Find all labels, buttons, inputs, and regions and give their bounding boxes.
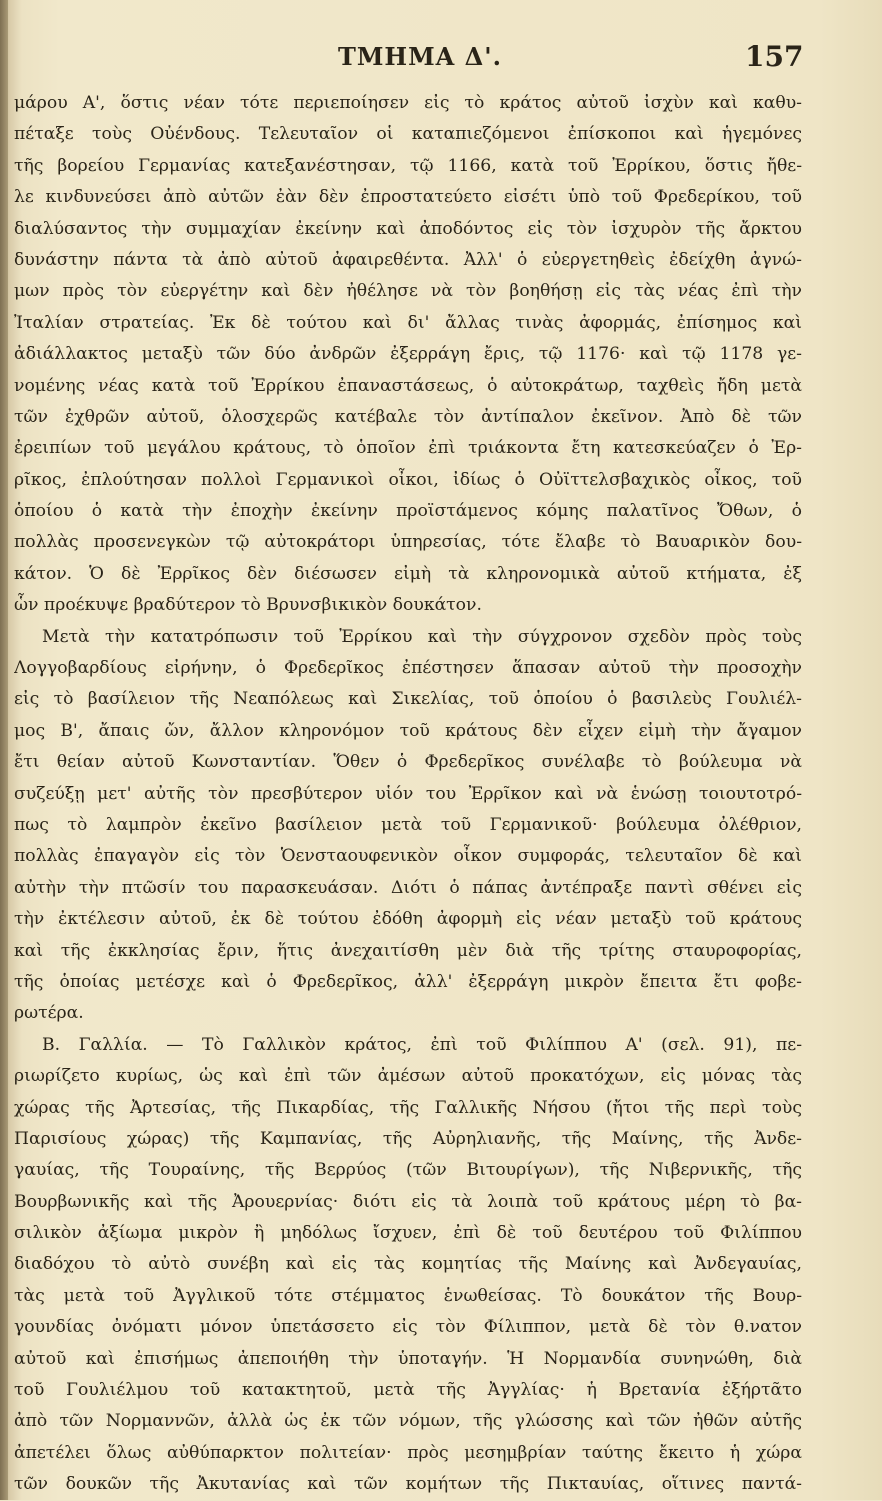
text-line: ὁποίου ὁ κατὰ τὴν ἐποχὴν ἐκείνην προϊστάμενος κόμης παλατῖνος Ὄθων, ὁ xyxy=(14,501,802,522)
text-line: μος Β', ἄπαις ὤν, ἄλλον κληρονόμον τοῦ κράτους δὲν εἶχεν εἰμὴ τὴν ἄγαμον xyxy=(14,720,802,741)
body-text xyxy=(14,88,802,1501)
text-line: δυνάστην πάντα τὰ ἀπὸ αὐτοῦ ἀφαιρεθέντα. Ἀλλ' ὁ εὐεργετηθεὶς ἐδείχθη ἀγνώ- xyxy=(14,249,802,270)
text-line: ἀπὸ τῶν Νορμαννῶν, ἀλλὰ ὡς ἐκ τῶν νόμων, τῆς γλώσσης καὶ τῶν ἠθῶν αὐτῆς xyxy=(14,1411,802,1432)
text-line: αὐτοῦ καὶ ἐπισήμως ἀπεποιήθη τὴν ὑποταγήν. Ἡ Νορμανδία συνηνώθη, διὰ xyxy=(14,1348,802,1369)
text-line: τὴν ἐκτέλεσιν αὐτοῦ, ἐκ δὲ τούτου ἐδόθη ἀφορμὴ εἰς νέαν μεταξὺ τοῦ κράτους xyxy=(14,909,802,930)
text-line: ρωτέρα. xyxy=(14,1003,84,1024)
section-title: ΤΜΗΜΑ Δ'. xyxy=(338,42,502,71)
text-line: Λογγοβαρδίους εἰρήνην, ὁ Φρεδερῖκος ἐπέστησεν ἅπασαν αὐτοῦ τὴν προσοχὴν xyxy=(14,658,802,679)
running-header xyxy=(0,40,882,80)
page-binding-edge xyxy=(0,0,8,1500)
text-line: τῶν ἐχθρῶν αὐτοῦ, ὁλοσχερῶς κατέβαλε τὸν ἀντίπαλον ἐκεῖνον. Ἀπὸ δὲ τῶν xyxy=(14,406,802,427)
text-line: ἀδιάλλακτος μεταξὺ τῶν δύο ἀνδρῶν ἐξερράγη ἔρις, τῷ 1176· καὶ τῷ 1178 γε- xyxy=(14,344,802,365)
text-line: αὐτὴν τὴν πτῶσίν του παρασκευάσαν. Διότι ὁ πάπας ἀντέπραξε παντὶ σθένει εἰς xyxy=(14,877,802,898)
text-line: μάρου Α', ὅστις νέαν τότε περιεποίησεν εἰς τὸ κράτος αὐτοῦ ἰσχὺν καὶ καθυ- xyxy=(14,93,802,113)
text-line: πέταξε τοὺς Οὐένδους. Τελευταῖον οἱ καταπιεζόμενοι ἐπίσκοποι καὶ ἡγεμόνες xyxy=(14,124,802,145)
text-line: σιλικὸν ἀξίωμα μικρὸν ἢ μηδόλως ἴσχυεν, ἐπὶ δὲ τοῦ δευτέρου τοῦ Φιλίππου xyxy=(14,1223,802,1244)
page-number: 157 xyxy=(745,40,804,73)
text-line: τῆς ὁποίας μετέσχε καὶ ὁ Φρεδερῖκος, ἀλλ' ἐξερράγη μικρὸν ἔπειτα ἔτι φοβε- xyxy=(14,971,802,992)
text-line: Ἰταλίαν στρατείας. Ἐκ δὲ τούτου καὶ δι' ἄλλας τινὰς ἀφορμάς, ἐπίσημος καὶ xyxy=(14,312,802,333)
text-line: Παρισίους χώρας) τῆς Καμπανίας, τῆς Αὐρηλιανῆς, τῆς Μαίνης, τῆς Ἀνδε- xyxy=(14,1128,802,1149)
text-line: ἔτι θείαν αὐτοῦ Κωνσταντίαν. Ὅθεν ὁ Φρεδερῖκος συνέλαβε τὸ βούλευμα νὰ xyxy=(14,752,802,773)
text-line: τῆς βορείου Γερμανίας κατεξανέστησαν, τῷ 1166, κατὰ τοῦ Ἐρρίκου, ὅστις ἤθε- xyxy=(14,155,802,176)
paragraph-start-line: Μετὰ τὴν κατατρόπωσιν τοῦ Ἐρρίκου καὶ τὴν σύγχρονον σχεδὸν πρὸς τοὺς xyxy=(42,626,802,647)
text-line: διαδόχου τὸ αὐτὸ συνέβη καὶ εἰς τὰς κομητίας τῆς Μαίνης καὶ Ἀνδεγαυίας, xyxy=(14,1254,802,1275)
text-line: ἀπετέλει ὅλως αὐθύπαρκτον πολιτείαν· πρὸς μεσημβρίαν ταύτης ἔκειτο ἡ χώρα xyxy=(14,1442,802,1463)
text-line: πολλὰς ἐπαγαγὸν εἰς τὸν Ὁενσταουφενικὸν οἶκον συμφοράς, τελευταῖον δὲ καὶ xyxy=(14,846,802,867)
text-line: πολλὰς προσενεγκὼν τῷ αὐτοκράτορι ὑπηρεσίας, τότε ἔλαβε τὸ Βαυαρικὸν δου- xyxy=(14,532,802,553)
section-heading-line: Β. Γαλλία. — Τὸ Γαλλικὸν κράτος, ἐπὶ τοῦ Φιλίππου Α' (σελ. 91), πε- xyxy=(42,1034,802,1055)
text-line: ἐρειπίων τοῦ μεγάλου κράτους, τὸ ὁποῖον ἐπὶ τριάκοντα ἔτη κατεσκεύαζεν ὁ Ἐρ- xyxy=(14,438,802,459)
text-line: ριωρίζετο κυρίως, ὡς καὶ ἐπὶ τῶν ἀμέσων αὐτοῦ προκατόχων, εἰς μόνας τὰς xyxy=(14,1066,802,1087)
text-line: γαυίας, τῆς Τουραίνης, τῆς Βερρύος (τῶν Βιτουρίγων), τῆς Νιβερνικῆς, τῆς xyxy=(14,1160,802,1181)
text-line: νομένης νέας κατὰ τοῦ Ἐρρίκου ἐπαναστάσεως, ὁ αὐτοκράτωρ, ταχθεὶς ἤδη μετὰ xyxy=(14,375,802,396)
text-line: τῶν δουκῶν τῆς Ἀκυτανίας καὶ τῶν κομήτων τῆς Πικταυίας, οἵτινες παντά- xyxy=(14,1474,802,1495)
text-line: λε κινδυνεύσει ἀπὸ αὐτῶν ἐὰν δὲν ἐπροστατεύετο εἰσέτι ὑπὸ τοῦ Φρεδερίκου, τοῦ xyxy=(14,187,802,208)
text-line: τὰς μετὰ τοῦ Ἀγγλικοῦ τότε στέμματος ἑνωθείσας. Τὸ δουκάτον τῆς Βουρ- xyxy=(14,1285,802,1306)
text-line: γουνδίας ὀνόματι μόνον ὑπετάσσετο εἰς τὸν Φίλιππον, μετὰ δὲ τὸν θ.νατον xyxy=(14,1317,802,1338)
text-line: μων πρὸς τὸν εὐεργέτην καὶ δὲν ἠθέλησε νὰ τὸν βοηθήσῃ εἰς τὰς νέας ἐπὶ τὴν xyxy=(14,281,802,302)
text-line: πως τὸ λαμπρὸν ἐκεῖνο βασίλειον μετὰ τοῦ Γερμανικοῦ· βούλευμα ὀλέθριον, xyxy=(14,814,802,835)
text-line: ὧν προέκυψε βραδύτερον τὸ Βρυνσβικικὸν δουκάτον. xyxy=(14,595,482,616)
text-line: κάτον. Ὁ δὲ Ἐρρῖκος δὲν διέσωσεν εἰμὴ τὰ κληρονομικὰ αὐτοῦ κτήματα, ἐξ xyxy=(14,563,802,584)
text-line: τοῦ Γουλιέλμου τοῦ κατακτητοῦ, μετὰ τῆς Ἀγγλίας· ἡ Βρετανία ἐξήρτᾶτο xyxy=(14,1380,802,1401)
text-line: διαλύσαντος τὴν συμμαχίαν ἐκείνην καὶ ἀποδόντος εἰς τὸν ἰσχυρὸν τῆς ἄρκτου xyxy=(14,218,802,239)
text-line: καὶ τῆς ἐκκλησίας ἔριν, ἥτις ἀνεχαιτίσθη μὲν διὰ τῆς τρίτης σταυροφορίας, xyxy=(14,940,802,961)
text-line: εἰς τὸ βασίλειον τῆς Νεαπόλεως καὶ Σικελίας, τοῦ ὁποίου ὁ βασιλεὺς Γουλιέλ- xyxy=(14,689,802,710)
text-line: Βουρβωνικῆς καὶ τῆς Ἀρουερνίας· διότι εἰς τὰ λοιπὰ τοῦ κράτους μέρη τὸ βα- xyxy=(14,1191,802,1212)
text-line: χώρας τῆς Ἀρτεσίας, τῆς Πικαρδίας, τῆς Γαλλικῆς Νήσου (ἤτοι τῆς περὶ τοὺς xyxy=(14,1097,802,1118)
text-line: συζεύξῃ μετ' αὐτῆς τὸν πρεσβύτερον υἱόν του Ἐρρῖκον καὶ νὰ ἑνώσῃ τοιουτοτρό- xyxy=(14,783,802,804)
text-line: ρῖκος, ἐπλούτησαν πολλοὶ Γερμανικοὶ οἶκοι, ἰδίως ὁ Οὐϊττελσβαχικὸς οἶκος, τοῦ xyxy=(14,469,802,490)
